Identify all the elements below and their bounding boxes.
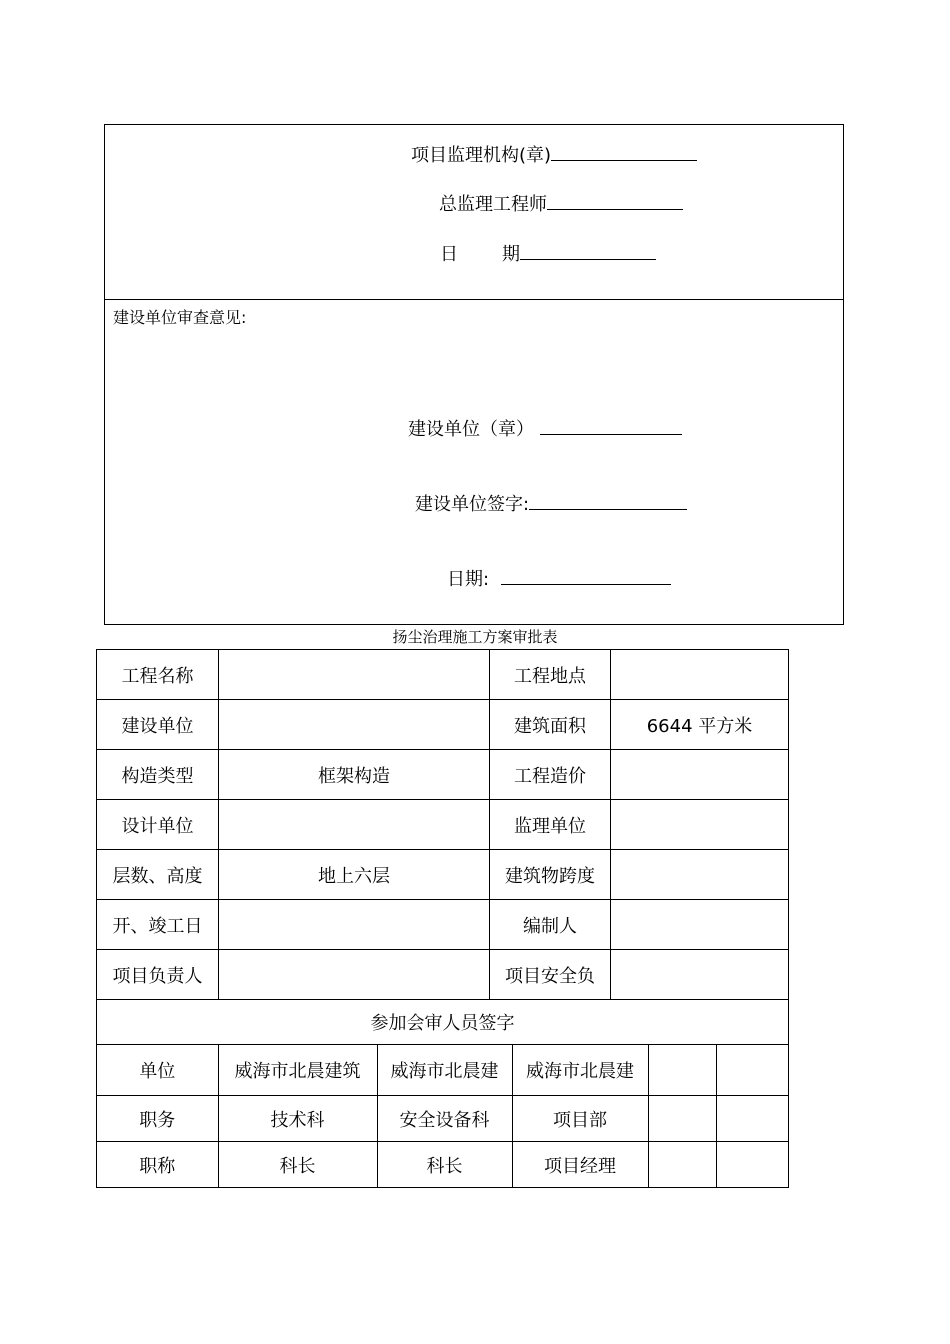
reviewer-cell[interactable] bbox=[648, 1142, 716, 1188]
supervision-org-blank[interactable] bbox=[551, 142, 697, 161]
cell-value[interactable] bbox=[219, 800, 490, 850]
cell-label: 项目安全负 bbox=[490, 950, 611, 1000]
owner-date-blank[interactable] bbox=[501, 566, 671, 585]
cell-label: 建设单位 bbox=[97, 700, 219, 750]
reviewer-cell[interactable] bbox=[648, 1045, 716, 1096]
reviewers-table bbox=[97, 1045, 788, 1187]
reviewer-cell[interactable]: 威海市北晨建 bbox=[377, 1045, 512, 1096]
cell-label: 建筑面积 bbox=[490, 700, 611, 750]
table-row bbox=[97, 750, 789, 800]
reviewer-row-label: 职称 bbox=[97, 1142, 218, 1188]
cell-label: 工程名称 bbox=[97, 650, 219, 700]
cell-label: 设计单位 bbox=[97, 800, 219, 850]
reviewer-row-unit bbox=[97, 1045, 788, 1096]
owner-seal-label: 建设单位（章） bbox=[408, 419, 534, 440]
cell-label: 工程地点 bbox=[490, 650, 611, 700]
cell-value[interactable]: 框架构造 bbox=[219, 750, 490, 800]
reviewer-cell[interactable]: 科长 bbox=[377, 1142, 512, 1188]
owner-sign-label: 建设单位签字: bbox=[415, 494, 530, 515]
cell-label: 编制人 bbox=[490, 900, 611, 950]
form-title: 扬尘治理施工方案审批表 bbox=[392, 628, 558, 646]
cell-value[interactable] bbox=[611, 950, 789, 1000]
table-row bbox=[97, 850, 789, 900]
supervision-date-line bbox=[440, 240, 656, 266]
reviewer-cell[interactable]: 威海市北晨建筑 bbox=[218, 1045, 377, 1096]
chief-engineer-blank[interactable] bbox=[547, 191, 683, 210]
reviewer-cell[interactable]: 科长 bbox=[218, 1142, 377, 1188]
table-row bbox=[97, 950, 789, 1000]
table-row bbox=[97, 650, 789, 700]
reviewer-cell[interactable]: 项目部 bbox=[512, 1096, 648, 1142]
cell-label: 层数、高度 bbox=[97, 850, 219, 900]
cell-label: 监理单位 bbox=[490, 800, 611, 850]
cell-label: 工程造价 bbox=[490, 750, 611, 800]
supervision-date-label-a: 日 bbox=[440, 244, 458, 265]
chief-engineer-label: 总监理工程师 bbox=[439, 194, 547, 215]
owner-seal-line bbox=[408, 415, 682, 441]
cell-value[interactable] bbox=[219, 900, 490, 950]
table-row bbox=[97, 800, 789, 850]
reviewers-row-wrapper bbox=[97, 1045, 789, 1188]
table-row bbox=[97, 900, 789, 950]
reviewer-cell[interactable]: 威海市北晨建 bbox=[512, 1045, 648, 1096]
reviewer-cell[interactable] bbox=[716, 1142, 788, 1188]
owner-date-line bbox=[447, 565, 671, 591]
approval-form-table bbox=[96, 649, 789, 1188]
reviewer-row-title bbox=[97, 1142, 788, 1188]
cell-value[interactable] bbox=[611, 650, 789, 700]
reviewer-row-label: 职务 bbox=[97, 1096, 218, 1142]
reviewer-cell[interactable] bbox=[648, 1096, 716, 1142]
cell-label: 构造类型 bbox=[97, 750, 219, 800]
cell-value[interactable] bbox=[219, 700, 490, 750]
cell-label: 项目负责人 bbox=[97, 950, 219, 1000]
table-row bbox=[97, 700, 789, 750]
owner-seal-blank[interactable] bbox=[540, 416, 682, 435]
chief-engineer-line bbox=[439, 190, 683, 216]
supervision-org-line bbox=[411, 141, 697, 167]
supervision-org-label: 项目监理机构(章) bbox=[411, 145, 552, 166]
cell-value[interactable] bbox=[611, 850, 789, 900]
reviewer-row-label: 单位 bbox=[97, 1045, 218, 1096]
reviewer-cell[interactable] bbox=[716, 1096, 788, 1142]
reviewers-heading: 参加会审人员签字 bbox=[97, 1000, 789, 1045]
cell-value[interactable] bbox=[219, 950, 490, 1000]
cell-value[interactable] bbox=[611, 750, 789, 800]
owner-sign-blank[interactable] bbox=[529, 491, 687, 510]
reviewer-cell[interactable] bbox=[716, 1045, 788, 1096]
supervision-date-label-b: 期 bbox=[502, 244, 520, 265]
reviewer-cell[interactable]: 技术科 bbox=[218, 1096, 377, 1142]
cell-value[interactable]: 地上六层 bbox=[219, 850, 490, 900]
owner-sign-line bbox=[415, 490, 687, 516]
reviewer-cell[interactable]: 项目经理 bbox=[512, 1142, 648, 1188]
cell-label: 建筑物跨度 bbox=[490, 850, 611, 900]
reviewers-heading-row bbox=[97, 1000, 789, 1045]
owner-date-label: 日期: bbox=[447, 569, 490, 590]
reviewer-row-position bbox=[97, 1096, 788, 1142]
cell-value[interactable] bbox=[611, 900, 789, 950]
cell-label: 开、竣工日 bbox=[97, 900, 219, 950]
cell-value[interactable] bbox=[219, 650, 490, 700]
owner-review-heading: 建设单位审查意见: bbox=[113, 308, 247, 327]
cell-value[interactable]: 6644 平方米 bbox=[611, 700, 789, 750]
cell-value[interactable] bbox=[611, 800, 789, 850]
supervision-date-blank[interactable] bbox=[520, 241, 656, 260]
reviewer-cell[interactable]: 安全设备科 bbox=[377, 1096, 512, 1142]
reviewers-cell bbox=[97, 1045, 789, 1188]
